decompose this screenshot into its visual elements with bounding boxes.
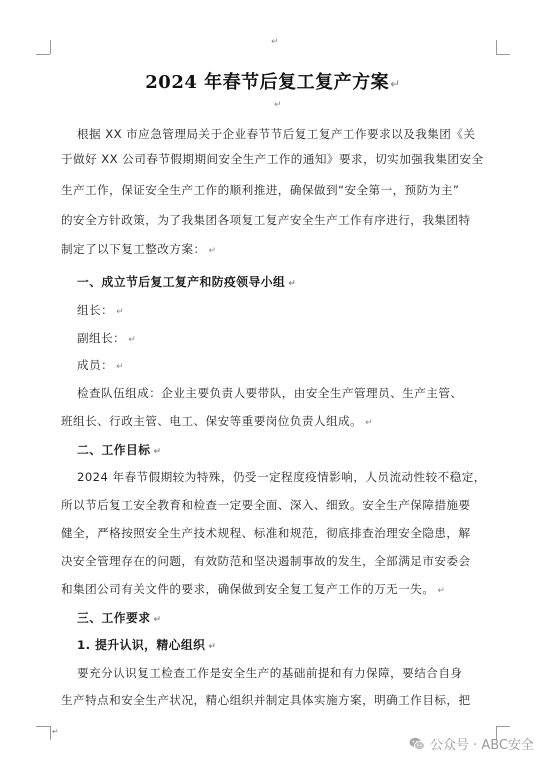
body-line: 和集团公司有关文件的要求，确保做到安全复工复产工作的万无一失。 ↵ [61, 582, 445, 596]
crop-mark [50, 726, 51, 740]
crop-mark [36, 726, 50, 727]
paragraph-mark: ↵ [390, 77, 401, 91]
body-line: 健全，严格按照安全生产技术规程、标准和规范，彻底排查治理安全隐患，解 [61, 526, 471, 540]
crop-mark [496, 726, 510, 727]
crop-mark [496, 54, 510, 55]
body-line: 生产工作，保证安全生产工作的顺利推进，确保做到“安全第一，预防为主” [61, 183, 460, 197]
crop-mark [50, 40, 51, 54]
crop-mark [496, 40, 497, 54]
section-heading: 三、工作要求 ↵ [77, 611, 162, 625]
watermark-text: 公众号 · ABC安全 [429, 738, 534, 753]
body-line: 生产特点和安全生产状况，精心组织并制定具体实施方案，明确工作目标，把 [61, 693, 471, 707]
title-text: 2024 年春节后复工复产方案 [145, 72, 390, 93]
crop-mark [36, 54, 50, 55]
watermark [409, 734, 534, 753]
body-line: 班组长、行政主管、电工、保安等重要岗位负责人组成。 ↵ [61, 414, 373, 428]
section-heading: 二、工作目标 ↵ [77, 443, 162, 457]
body-line: 所以节后复工安全教育和检查一定要全面、深入、细致。安全生产保障措施要 [61, 498, 471, 512]
wechat-icon [409, 736, 425, 752]
header-paragraph-mark: ↵ [271, 37, 279, 47]
body-line: 制定了以下复工整改方案： ↵ [61, 242, 217, 256]
body-line: 于做好 XX 公司春节假期期间安全生产工作的通知》要求，切实加强我集团安全 [61, 152, 484, 166]
body-line: 成员： ↵ [77, 358, 124, 372]
subsection-heading: 1. 提升认识，精心组织 ↵ [77, 638, 216, 652]
body-line: 决安全管理存在的问题，有效防范和坚决遏制事故的发生，全部满足市安委会 [61, 554, 471, 568]
section-heading: 一、成立节后复工复产和防疫领导小组 ↵ [77, 275, 296, 289]
body-line: 要充分认识复工检查工作是安全生产的基础前提和有力保障，要结合自身 [77, 666, 463, 680]
document-title [0, 68, 546, 94]
blank-line-paragraph-mark: ↵ [274, 100, 282, 110]
body-line: 组长： ↵ [77, 303, 124, 317]
body-line: 根据 XX 市应急管理局关于企业春节节后复工复产工作要求以及我集团《关 [77, 127, 476, 141]
body-line: 2024 年春节假期较为特殊，仍受一定程度疫情影响，人员流动性较不稳定， [77, 470, 486, 484]
body-line: 的安全方针政策，为了我集团各项复工复产安全生产工作有序进行，我集团特 [61, 213, 471, 227]
body-line: 副组长： ↵ [77, 331, 136, 345]
footer-paragraph-mark: ↵ [52, 727, 59, 736]
body-line: 检查队伍组成：企业主要负责人要带队，由安全生产管理员、生产主管、 [77, 386, 463, 400]
